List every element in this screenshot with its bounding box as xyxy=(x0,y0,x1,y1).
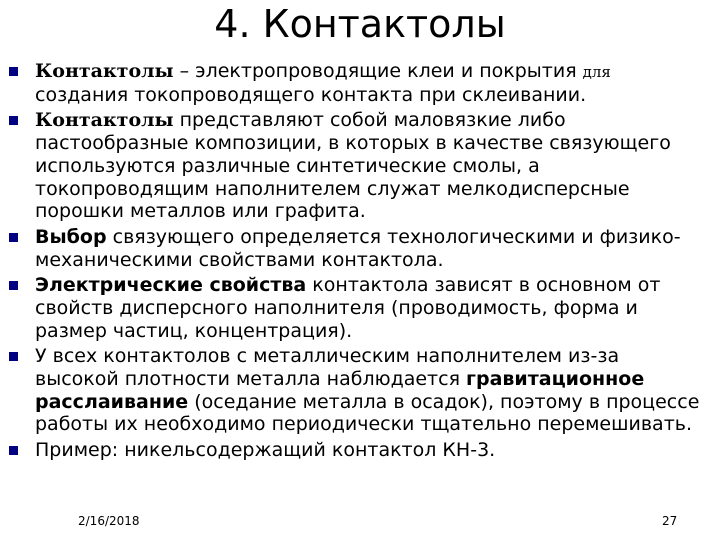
bullet-term: гравитационное расслаивание xyxy=(35,367,645,413)
slide-title: 4. Контактолы xyxy=(214,2,506,46)
bullet-text: (оседание металла в осадок), поэтому в процессе работы их необходимо периодически тщательно перемешивать. xyxy=(35,390,700,436)
bullet-item xyxy=(0,439,720,462)
bullet-term: Выбор xyxy=(35,225,107,248)
bullet-term: Контактолы xyxy=(35,109,174,132)
bullet-term: Контактолы xyxy=(35,60,174,82)
bullet-text-small: для xyxy=(582,63,611,81)
square-bullet-icon xyxy=(9,281,18,290)
bullet-text: Пример: никельсодержащий контактол КН-3. xyxy=(35,438,496,461)
bullet-item xyxy=(0,274,720,342)
bullet-item xyxy=(0,226,720,272)
square-bullet-icon xyxy=(9,67,18,76)
footer-date: 2/16/2018 xyxy=(78,514,140,528)
bullet-text: создания токопроводящего контакта при склеивании. xyxy=(35,83,587,106)
footer-page-number: 27 xyxy=(662,514,678,528)
bullet-item xyxy=(0,109,720,223)
square-bullet-icon xyxy=(9,233,18,242)
bullet-text: электропроводящие клеи и покрытия xyxy=(195,60,583,82)
bullet-text: контактола зависят в основном от свойств дисперсного наполнителя (проводимость, форма и размер частиц, концентрация). xyxy=(35,273,661,342)
square-bullet-icon xyxy=(9,116,18,125)
bullet-text: представляют собой маловязкие либо пастообразные композиции, в которых в качестве связующего используются различные синтетические смолы, а токопроводящим наполнителем служат мелкодисперсные порошки металлов или графита. xyxy=(35,109,671,223)
square-bullet-icon xyxy=(9,446,18,455)
bullet-item xyxy=(0,60,720,107)
bullet-term: Электрические свойства xyxy=(35,273,307,296)
square-bullet-icon xyxy=(9,352,18,361)
bullet-text: У всех контактолов с металлическим наполнителем из-за высокой плотности металла наблюдается xyxy=(35,344,620,390)
bullet-text: связующего определяется технологическими и физико-механическими свойствами контактола. xyxy=(35,225,681,271)
bullet-item xyxy=(0,345,720,436)
bullet-list xyxy=(0,60,720,464)
bullet-dash: – xyxy=(173,60,196,82)
